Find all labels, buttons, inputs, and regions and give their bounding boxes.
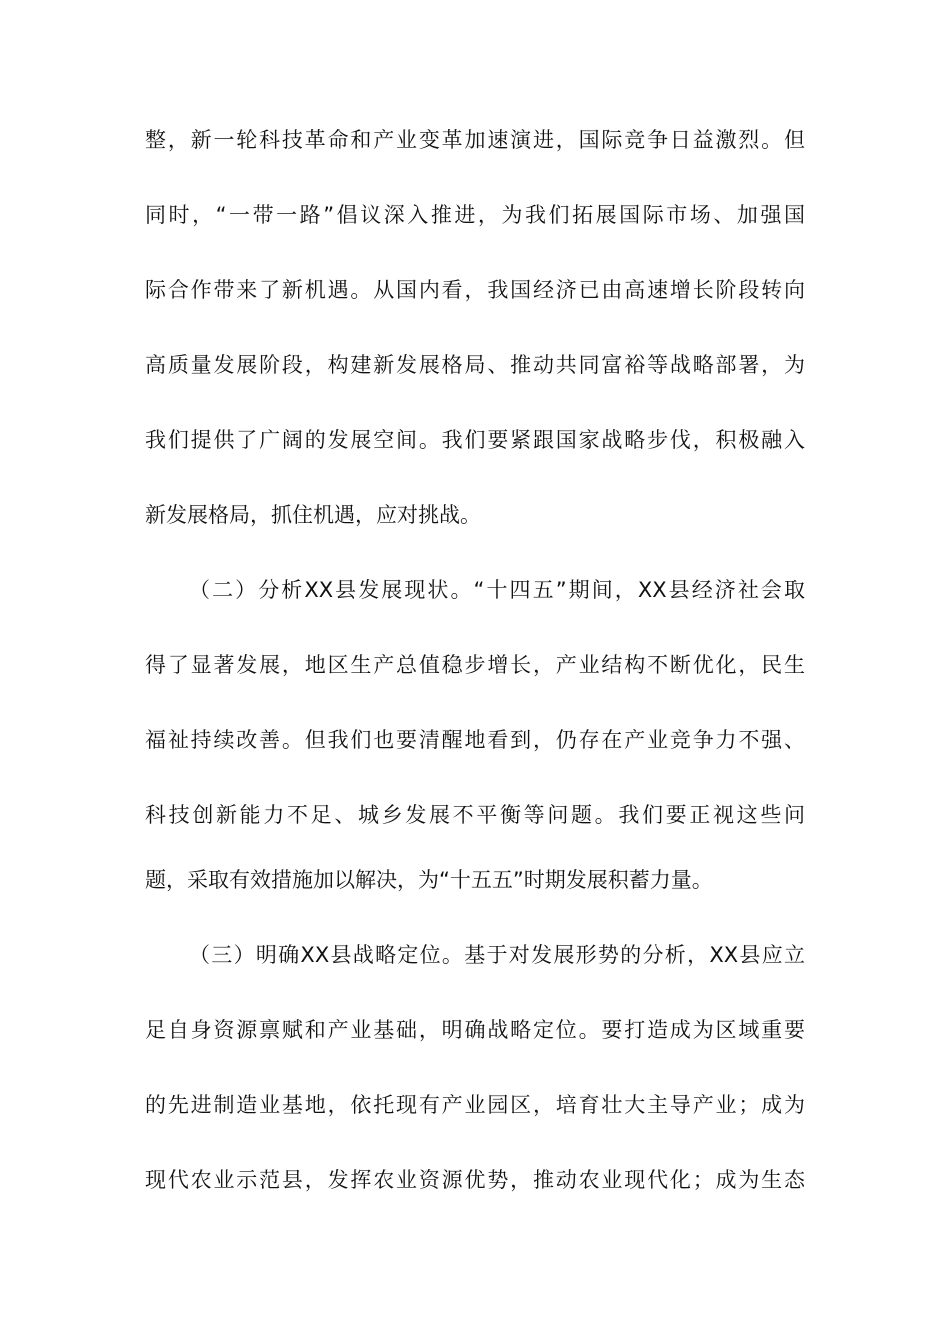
paragraph-line: 现代农业示范县，发挥农业资源优势，推动农业现代化；成为生态 [145,1168,805,1192]
paragraph-line: 足自身资源禀赋和产业基础，明确战略定位。要打造成为区域重要 [145,1018,805,1042]
paragraph-line: 新发展格局，抓住机遇，应对挑战。 [145,503,481,527]
paragraph-line: 际合作带来了新机遇。从国内看，我国经济已由高速增长阶段转向 [145,278,805,302]
paragraph-line: 科技创新能力不足、城乡发展不平衡等问题。我们要正视这些问 [145,803,805,827]
section-heading-line: （三）明确XX县战略定位。基于对发展形势的分析，XX县应立 [189,943,805,967]
paragraph-line: 同时，“一带一路”倡议深入推进，为我们拓展国际市场、加强国 [145,203,805,227]
paragraph-line: 高质量发展阶段，构建新发展格局、推动共同富裕等战略部署，为 [145,353,805,377]
paragraph-line: 得了显著发展，地区生产总值稳步增长，产业结构不断优化，民生 [145,653,805,677]
paragraph-line: 题，采取有效措施加以解决，为“十五五”时期发展积蓄力量。 [145,868,713,892]
paragraph-line: 福祉持续改善。但我们也要清醒地看到，仍存在产业竞争力不强、 [145,728,805,752]
paragraph-line: 的先进制造业基地，依托现有产业园区，培育壮大主导产业；成为 [145,1093,805,1117]
paragraph-line: 我们提供了广阔的发展空间。我们要紧跟国家战略步伐，积极融入 [145,428,805,452]
paragraph-line: 整，新一轮科技革命和产业变革加速演进，国际竞争日益激烈。但 [145,128,805,152]
section-heading-line: （二）分析XX县发展现状。“十四五”期间，XX县经济社会取 [189,578,805,602]
